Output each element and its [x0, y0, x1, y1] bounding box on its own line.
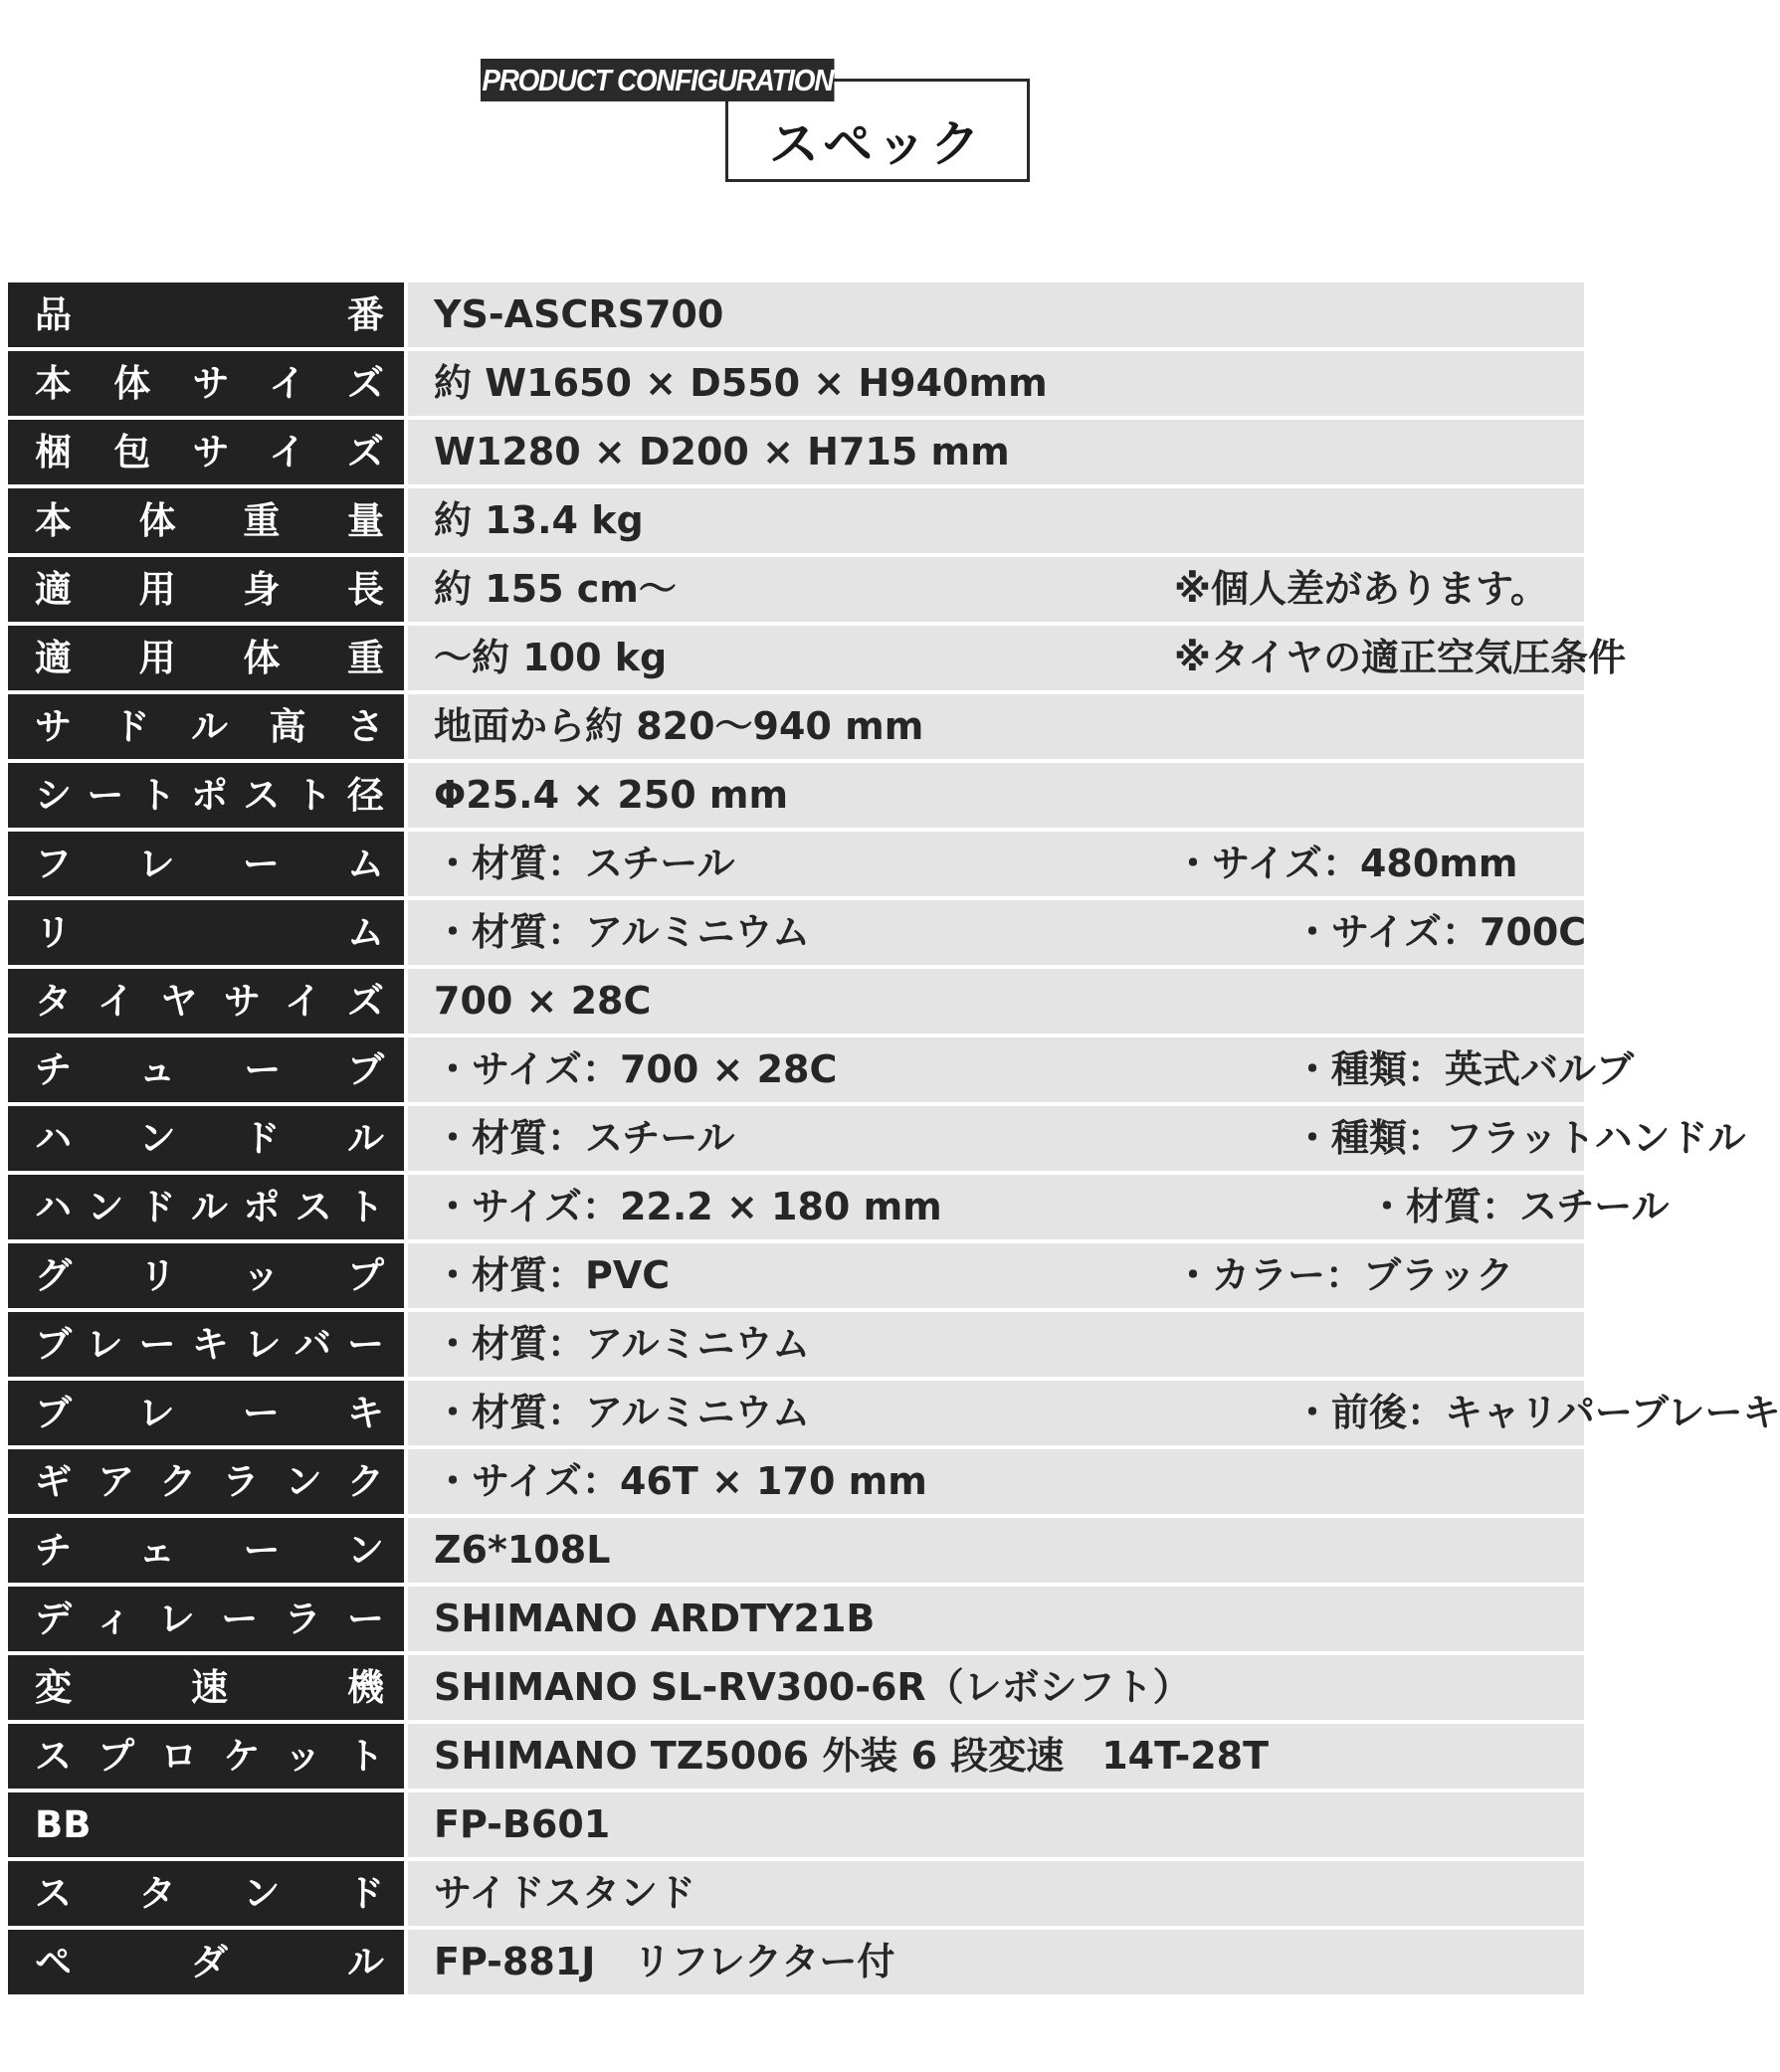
- spec-row: [8, 1587, 1584, 1651]
- spec-table: [8, 283, 1780, 1998]
- spec-label: チェーン: [8, 1518, 404, 1583]
- spec-label: ハンドル: [8, 1106, 404, 1171]
- spec-label: ブレーキレバー: [8, 1312, 404, 1377]
- spec-value-primary: 〜約 100 kg: [434, 636, 668, 679]
- spec-row: [8, 763, 1584, 828]
- spec-value: [408, 557, 1584, 622]
- spec-row: [8, 1037, 1635, 1102]
- spec-value-primary: 約 13.4 kg: [434, 498, 644, 542]
- spec-label: 本体サイズ: [8, 351, 404, 416]
- spec-value-primary: ・サイズ：700 × 28C: [434, 1047, 838, 1091]
- spec-label: 適用体重: [8, 626, 404, 690]
- spec-value: [408, 1518, 1584, 1583]
- spec-row: [8, 1792, 1584, 1857]
- spec-value: [408, 694, 1584, 759]
- spec-label: ディレーラー: [8, 1587, 404, 1651]
- spec-label: スタンド: [8, 1861, 404, 1926]
- spec-value-primary: 約 W1650 × D550 × H940mm: [434, 361, 1048, 405]
- spec-value: [408, 1243, 1584, 1308]
- spec-row: [8, 1175, 1670, 1239]
- spec-value: [408, 1449, 1584, 1514]
- spec-value-secondary: ※タイヤの適正空気圧条件: [1174, 636, 1627, 679]
- spec-value-primary: FP-B601: [434, 1802, 611, 1846]
- spec-row: [8, 1106, 1746, 1171]
- spec-label: フレーム: [8, 832, 404, 896]
- spec-row: [8, 283, 1584, 347]
- spec-value: [408, 1792, 1584, 1857]
- spec-row: [8, 351, 1584, 416]
- page-title: スペック: [769, 115, 984, 173]
- spec-value-primary: Z6*108L: [434, 1528, 611, 1572]
- spec-value-secondary: ・カラー：ブラック: [1174, 1253, 1514, 1297]
- spec-label: 変速機: [8, 1655, 404, 1720]
- spec-label: ハンドルポスト: [8, 1175, 404, 1239]
- product-configuration-badge: PRODUCT CONFIGURATION: [481, 59, 835, 101]
- spec-label: ペダル: [8, 1930, 404, 1994]
- spec-row: [8, 557, 1584, 622]
- spec-value: [408, 1312, 1584, 1377]
- spec-row: [8, 488, 1584, 553]
- spec-label: タイヤサイズ: [8, 969, 404, 1034]
- spec-value-secondary: ・種類：英式バルブ: [1293, 1047, 1635, 1091]
- spec-value: [408, 626, 1627, 690]
- spec-value-primary: ・材質：アルミニウム: [434, 910, 811, 954]
- spec-value-secondary: ※個人差があります。: [1174, 567, 1548, 611]
- spec-value-primary: SHIMANO TZ5006 外装 6 段変速 14T-28T: [434, 1734, 1270, 1778]
- spec-label: チューブ: [8, 1037, 404, 1102]
- spec-value-primary: ・材質：PVC: [434, 1253, 671, 1297]
- spec-value-secondary: ・材質：スチール: [1368, 1185, 1670, 1228]
- spec-value-primary: ・材質：スチール: [434, 842, 735, 885]
- spec-value: [408, 1587, 1584, 1651]
- spec-value: [408, 1655, 1584, 1720]
- spec-value: [408, 1930, 1584, 1994]
- spec-label: ギアクランク: [8, 1449, 404, 1514]
- spec-value: [408, 1106, 1746, 1171]
- spec-value-primary: ・材質：スチール: [434, 1116, 735, 1160]
- spec-row: [8, 832, 1584, 896]
- spec-label: サドル高さ: [8, 694, 404, 759]
- spec-value-primary: ・材質：アルミニウム: [434, 1391, 811, 1434]
- spec-value-primary: W1280 × D200 × H715 mm: [434, 430, 1010, 473]
- spec-value: [408, 900, 1587, 965]
- spec-row: [8, 694, 1584, 759]
- spec-label: BB: [8, 1792, 404, 1857]
- spec-row: [8, 1724, 1584, 1789]
- spec-row: [8, 1518, 1584, 1583]
- spec-value: [408, 832, 1584, 896]
- spec-value: [408, 488, 1584, 553]
- spec-value-primary: サイドスタンド: [434, 1871, 695, 1915]
- spec-value-primary: ・サイズ：46T × 170 mm: [434, 1459, 927, 1503]
- spec-value-primary: Φ25.4 × 250 mm: [434, 773, 789, 817]
- spec-value: [408, 1381, 1780, 1445]
- spec-row: [8, 1655, 1584, 1720]
- spec-label: ブレーキ: [8, 1381, 404, 1445]
- spec-row: [8, 969, 1584, 1034]
- spec-row: [8, 1930, 1584, 1994]
- spec-label: グリップ: [8, 1243, 404, 1308]
- spec-value-primary: ・材質：アルミニウム: [434, 1322, 811, 1366]
- spec-value-secondary: ・サイズ：700C: [1293, 910, 1587, 954]
- spec-value-secondary: ・前後：キャリパーブレーキ: [1293, 1391, 1780, 1434]
- spec-value-primary: 地面から約 820〜940 mm: [434, 704, 924, 748]
- spec-value-primary: 約 155 cm〜: [434, 567, 677, 611]
- spec-value-primary: SHIMANO ARDTY21B: [434, 1597, 876, 1640]
- spec-value-primary: ・サイズ：22.2 × 180 mm: [434, 1185, 942, 1228]
- spec-value-primary: 700 × 28C: [434, 979, 652, 1023]
- spec-value: [408, 969, 1584, 1034]
- spec-label: シートポスト径: [8, 763, 404, 828]
- spec-value-primary: FP-881J リフレクター付: [434, 1940, 895, 1983]
- spec-row: [8, 1861, 1584, 1926]
- spec-value: [408, 1175, 1670, 1239]
- spec-value: [408, 1037, 1635, 1102]
- spec-label: 梱包サイズ: [8, 420, 404, 484]
- spec-value: [408, 283, 1584, 347]
- spec-label: スプロケット: [8, 1724, 404, 1789]
- spec-value-secondary: ・サイズ：480mm: [1174, 842, 1518, 885]
- spec-value: [408, 1861, 1584, 1926]
- spec-row: [8, 626, 1627, 690]
- spec-header: [481, 59, 1033, 188]
- spec-label: 本体重量: [8, 488, 404, 553]
- spec-label: リム: [8, 900, 404, 965]
- spec-value: [408, 351, 1584, 416]
- spec-value-secondary: ・種類：フラットハンドル: [1293, 1116, 1746, 1160]
- spec-row: [8, 900, 1587, 965]
- spec-value: [408, 1724, 1584, 1789]
- spec-value: [408, 763, 1584, 828]
- spec-row: [8, 420, 1584, 484]
- spec-value-primary: YS-ASCRS700: [434, 292, 724, 336]
- spec-value-primary: SHIMANO SL-RV300-6R（レボシフト）: [434, 1665, 1191, 1709]
- spec-row: [8, 1381, 1780, 1445]
- spec-label: 品番: [8, 283, 404, 347]
- spec-value: [408, 420, 1584, 484]
- spec-label: 適用身長: [8, 557, 404, 622]
- spec-row: [8, 1312, 1584, 1377]
- spec-row: [8, 1449, 1584, 1514]
- spec-row: [8, 1243, 1584, 1308]
